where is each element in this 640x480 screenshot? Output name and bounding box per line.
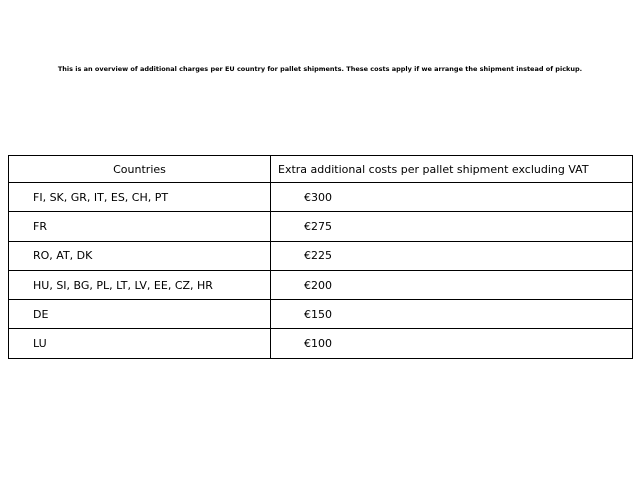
- cost-cell: €100: [271, 329, 633, 358]
- column-header-costs: Extra additional costs per pallet shipment excluding VAT: [271, 156, 633, 183]
- countries-cell: LU: [9, 329, 271, 358]
- table-row: [9, 329, 633, 358]
- table-row: [9, 212, 633, 241]
- table-row: [9, 241, 633, 270]
- column-header-countries: Countries: [9, 156, 271, 183]
- intro-text: This is an overview of additional charges per EU country for pallet shipments. These costs apply if we arrange the shipment instead of pickup.: [57, 65, 583, 73]
- cost-cell: €200: [271, 270, 633, 299]
- countries-cell: DE: [9, 300, 271, 329]
- countries-cell: FR: [9, 212, 271, 241]
- cost-cell: €275: [271, 212, 633, 241]
- table-row: [9, 300, 633, 329]
- table-header-row: [9, 156, 633, 183]
- cost-cell: €300: [271, 183, 633, 212]
- charges-table: [8, 155, 633, 359]
- countries-cell: FI, SK, GR, IT, ES, CH, PT: [9, 183, 271, 212]
- countries-cell: HU, SI, BG, PL, LT, LV, EE, CZ, HR: [9, 270, 271, 299]
- cost-cell: €150: [271, 300, 633, 329]
- table-row: [9, 183, 633, 212]
- table-row: [9, 270, 633, 299]
- cost-cell: €225: [271, 241, 633, 270]
- countries-cell: RO, AT, DK: [9, 241, 271, 270]
